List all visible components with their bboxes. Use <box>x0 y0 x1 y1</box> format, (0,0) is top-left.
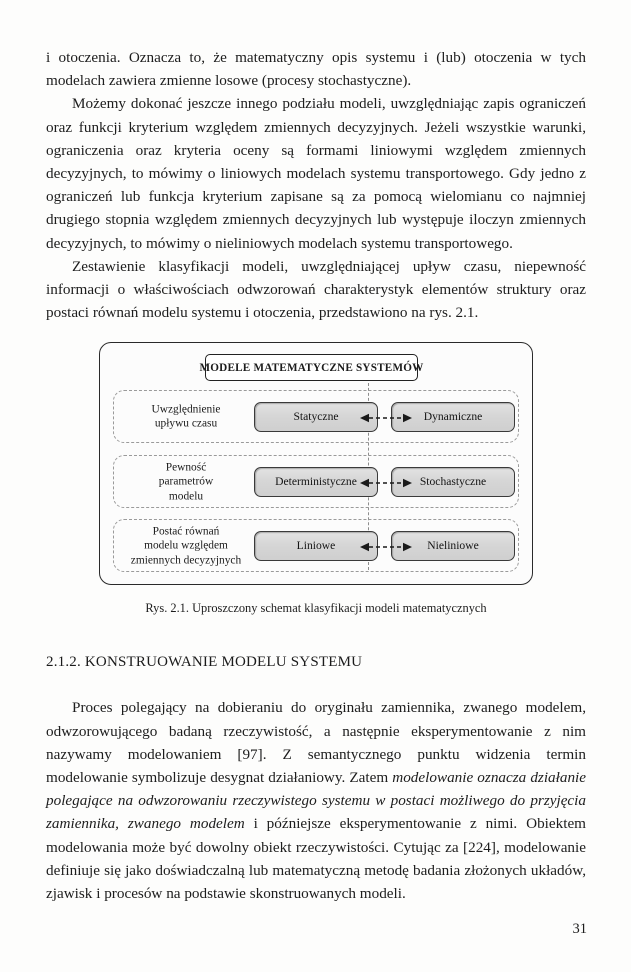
diagram-row-2 <box>113 455 519 508</box>
row-2-label-line-3: modelu <box>168 490 204 503</box>
row-2-label-line-1: Pewność <box>165 461 207 474</box>
row-1-connector <box>360 411 412 423</box>
double-arrow-icon <box>360 541 412 553</box>
double-arrow-icon <box>360 412 412 424</box>
section-paragraph-italic: modelowanie oznacza działanie polegające na odwzorowaniu rzeczywistego systemu w postaci możliwego do przyjęcia zamiennika, zwanego modelem <box>46 769 587 833</box>
figure-2-1 <box>46 342 586 616</box>
diagram-title-box: MODELE MATEMATYCZNE SYSTEMÓW <box>205 354 418 381</box>
figure-caption: Rys. 2.1. Uproszczony schemat klasyfikacji modeli matematycznych <box>145 601 487 616</box>
page-content <box>46 46 586 905</box>
row-1-label <box>122 403 250 432</box>
paragraph-2: Możemy dokonać jeszcze innego podziału modeli, uwzględniając zapis ograniczeń oraz funkcji kryterium względem zmiennych decyzyjnych. Jeżeli wszystkie warunki, ograniczenia oraz kryteria oceny są formami liniowymi względem zmiennych decyzyjnych, to mówimy o liniowych modelach systemu transportowego. Gdy jedno z ograniczeń lub funkcja kryterium zapisane są za pomocą wielomianu co najmniej drugiego stopnia względem zmiennych decyzyjnych lub występuje iloczyn zmiennych decyzyjnych, to mówimy o nieliniowych modelach systemu transportowego. <box>46 95 586 252</box>
diagram-row-3 <box>113 519 519 572</box>
row-1-label-line-1: Uwzględnienie <box>151 403 221 416</box>
row-2-label <box>122 460 250 503</box>
spacer-before-heading <box>46 616 586 654</box>
double-arrow-icon <box>360 477 412 489</box>
diagram-row-1 <box>113 390 519 443</box>
row-3-left-box: Liniowe <box>254 531 378 561</box>
row-1-right-box: Dynamiczne <box>391 402 515 432</box>
row-3-label-line-2: modelu względem <box>144 539 228 552</box>
row-2-right-box: Stochastyczne <box>391 467 515 497</box>
row-2-label-line-2: parametrów <box>158 475 214 488</box>
row-2-connector <box>360 476 412 488</box>
row-3-right-box: Nieliniowe <box>391 531 515 561</box>
row-3-connector <box>360 540 412 552</box>
section-paragraph-1 <box>46 696 586 905</box>
section-heading: 2.1.2. KONSTRUOWANIE MODELU SYSTEMU <box>46 654 363 671</box>
diagram-frame <box>99 342 533 585</box>
row-3-label-line-3: zmiennych decyzyjnych <box>130 554 242 567</box>
paragraph-1: i otoczenia. Oznacza to, że matematyczny opis systemu i (lub) otoczenia w tych modelach zawiera zmienne losowe (procesy stochastyczne). <box>46 49 586 90</box>
section-paragraph-part-a: Proces polegający na dobieraniu do oryginału zamiennika, zwanego modelem, odwzorowującego badaną rzeczywistość, a następnie eksperymentowanie z nim nazywamy modelowaniem [97]. Z semantycznego punktu widzenia termin modelowanie symbolizuje desygnat działaniowy. Zatem <box>46 699 586 787</box>
row-3-label <box>122 524 250 567</box>
section-paragraph-part-b: i późniejsze eksperymentowanie z nimi. Obiektem modelowania może być dowolny obiekt rzeczywistości. Cytując za [224], modelowanie definiuje się jako doświadczalną lub matematyczną metodę badania złożonych układów, zjawisk i procesów na podstawie skonstruowanych modeli. <box>46 815 586 903</box>
page-number: 31 <box>572 921 587 937</box>
row-1-label-line-2: upływu czasu <box>154 417 218 430</box>
row-2-left-box: Deterministyczne <box>254 467 378 497</box>
row-1-left-box: Statyczne <box>254 402 378 432</box>
paragraph-3: Zestawienie klasyfikacji modeli, uwzględniającej upływ czasu, niepewność informacji o właściwościach odwzorowań charakterystyk elementów struktury oraz postaci równań modelu systemu i otoczenia, przedstawiono na rys. 2.1. <box>46 257 586 322</box>
row-3-label-line-1: Postać równań <box>152 525 220 538</box>
spacer-after-heading <box>46 671 586 696</box>
